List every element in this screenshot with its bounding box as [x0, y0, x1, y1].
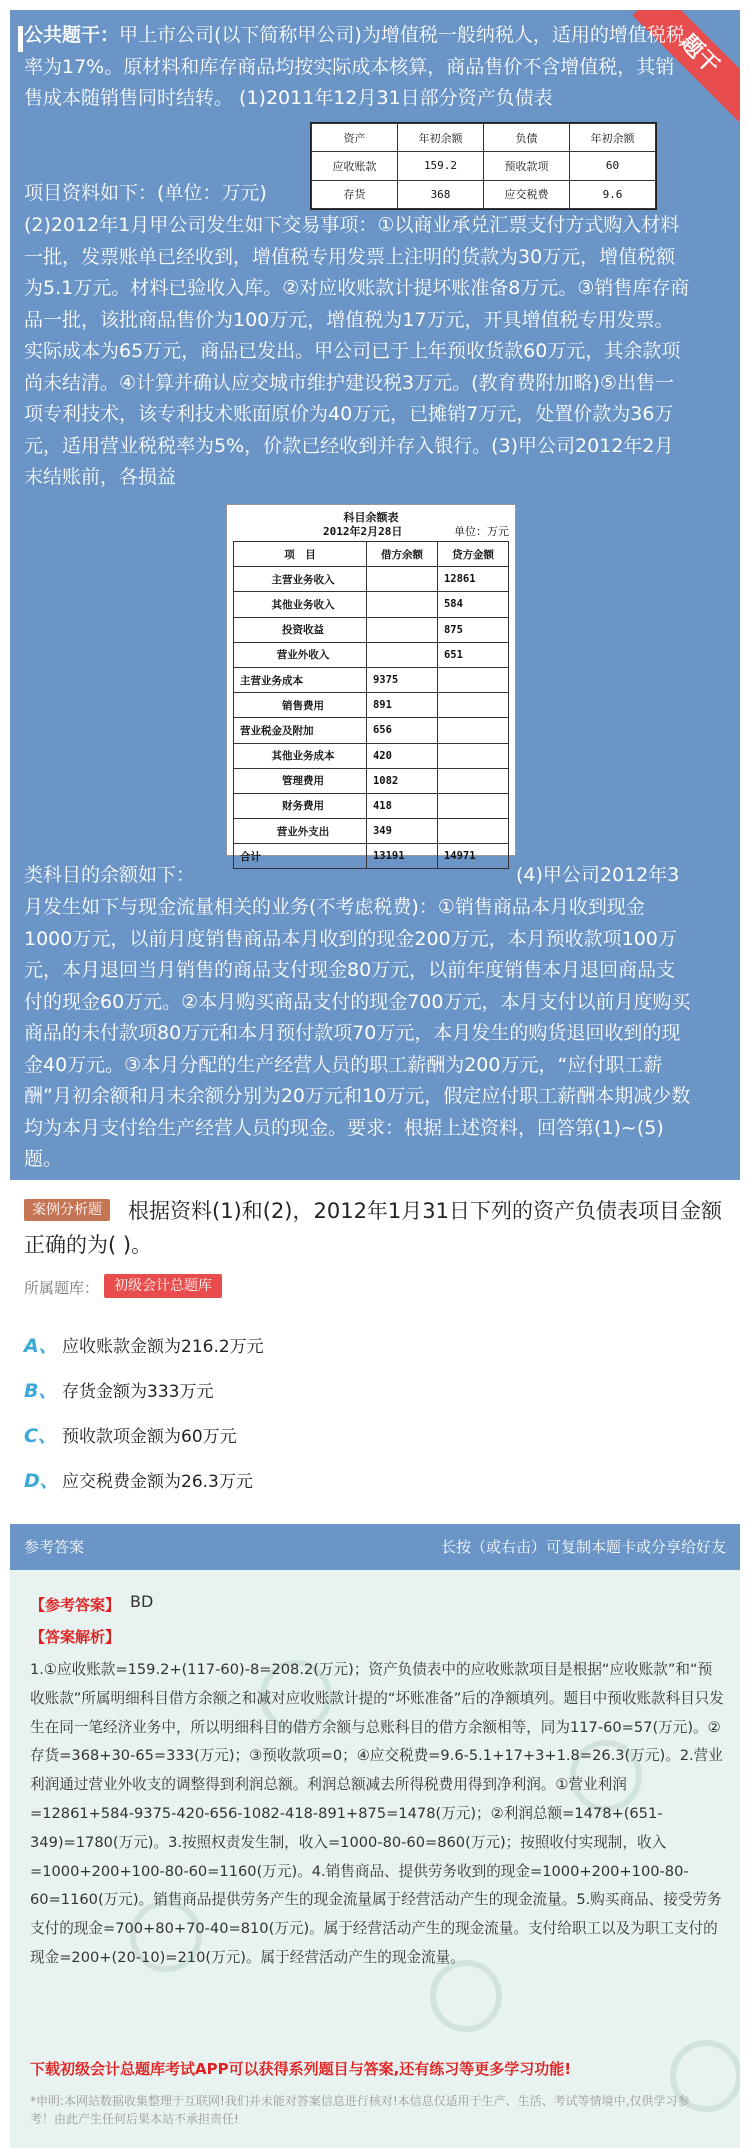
download-app-promo[interactable]: 下载初级会计总题库考试APP可以获得系列题目与答案,还有练习等更多学习功能! [30, 2060, 572, 2078]
library-label: 所属题库： [24, 1279, 100, 1297]
account-table-row: 销售费用 891 [234, 693, 509, 718]
stem-panel [10, 10, 740, 1180]
account-table-row: 营业税金及附加 656 [234, 718, 509, 743]
stem-para-2: 项目资料如下：(单位：万元) [24, 182, 267, 204]
question-type-badge: 案例分析题 [24, 1199, 110, 1221]
disclaimer-text: *申明:本网站数据收集整理于互联网!我们并未能对答案信息进行核对!本信息仅适用于生产、生活、考试等情境中,仅供学习参考！由此产生任何后果本站不承担责任! [30, 2094, 690, 2126]
option-d[interactable]: D、 应交税费金额为26.3万元 [24, 1470, 253, 1492]
option-b[interactable]: B、 存货金额为333万元 [24, 1380, 214, 1402]
account-table-row: 合计 13191 14971 [234, 844, 509, 869]
stem-para-1: 公共题干：甲上市公司(以下简称甲公司)为增值税一般纳税人，适用的增值税税率为17%。原材料和库存商品均按实际成本核算，商品售价不含增值税，其销售成本随销售同时结转。 (1)2011年12月31日部分资产负债表 [24, 24, 685, 109]
stem-para-5: 月发生如下与现金流量相关的业务(不考虑税费)：①销售商品本月收到现金1000万元，以前月度销售商品本月收到的现金200万元，本月预收款项100万元，本月退回当月销售的商品支付现金80万元，以前年度销售本月退回商品支付的现金60万元。②本月购买商品支付的现金700万元，本月支付以前月度购买商品的未付款项80万元和本月预付款项70万元，本月发生的购货退回收到的现金40万元。③本月分配的生产经营人员的职工薪酬为200万元，“应付职工薪酬”月初余额和月末余额分别为20万元和10万元，假定应付职工薪酬本期减少数均为本月支付给生产经营人员的现金。要求：根据上述资料，回答第(1)~(5)题。 [24, 896, 691, 1170]
stem-label: 公共题干： [24, 24, 120, 46]
account-table-row: 营业外收入 651 [234, 642, 509, 667]
explanation-text: 1.①应收账款=159.2+(117-60)-8=208.2(万元)；资产负债表中的应收账款项目是根据“应收账款”和“预收账款”所属明细科目借方余额之和减对应收账款计提的“坏账准备”后的净额填列。题目中预收账款科目只发生在同一笔经济业务中，所以明细科目的借方余额与总账科目的借方余额相等，同为117-60=57(万元)。②存货=368+30-65=333(万元)；③预收款项=0；④应交税费=9.6-5.1+17+3+1.8=26.3(万元)。2.营业利润通过营业外收支的调整得到利润总额。利润总额减去所得税费用得到净利润。①营业利润=12861+584-9375-420-656-1082-418-891+875=1478(万元)；②利润总额=1478+(651-349)=1780(万元)。3.按照权责发生制，收入=1000-80-60=860(万元)；按照收付实现制，收入=1000+200+100-80-60=1160(万元)。4.销售商品、提供劳务收到的现金=1000+200+100-80-60=1160(万元)。销售商品提供劳务产生的现金流量属于经营活动产生的现金流量。5.购买商品、接受劳务支付的现金=700+80+70-40=810(万元)。属于经营活动产生的现金流量。支付给职工以及为职工支付的现金=200+(20-10)=210(万元)。属于经营活动产生的现金流量。 [30, 1661, 724, 1966]
account-table-row: 其他业务收入 584 [234, 592, 509, 617]
stem-para-3: (2)2012年1月甲公司发生如下交易事项：①以商业承兑汇票支付方式购入材料一批，发票账单已经收到，增值税专用发票上注明的货款为30万元，增值税额为5.1万元。材料已验收入库。②对应收账款计提坏账准备8万元。③销售库存商品一批，该批商品售价为100万元，增值税为17万元，开具增值税专用发票。实际成本为65万元，商品已发出。甲公司已于上年预收货款60万元，其余款项尚未结清。④计算并确认应交城市维护建设税3万元。(教育费附加略)⑤出售一项专利技术，该专利技术账面原价为40万元，已摊销7万元，处置价款为36万元，适用营业税税率为5%，价款已经收到并存入银行。(3)甲公司2012年2月末结账前，各损益 [24, 214, 690, 488]
corner-badge-label: 题干 [633, 10, 740, 121]
library-tag[interactable]: 初级会计总题库 [104, 1274, 222, 1298]
answer-header [10, 1524, 740, 1570]
account-table-row: 营业外支出 349 [234, 819, 509, 844]
balance-sheet-table: 资产 年初余额 负债 年初余额 应收账款 159.2 预收款项 60 存货 368 应交税费 9.6 [310, 122, 657, 210]
account-table-date: 2012年2月28日 [323, 525, 403, 538]
share-hint[interactable]: 长按（或右击）可复制本题卡或分享给好友 [440, 1538, 726, 1556]
stem-para-4b: (4)甲公司2012年3 [516, 864, 680, 886]
stem-para-4a: 类科目的余额如下： [24, 864, 196, 886]
account-table-row: 主营业务成本 9375 [234, 667, 509, 692]
account-table-unit: 单位：万元 [454, 525, 509, 538]
option-a[interactable]: A、 应收账款金额为216.2万元 [24, 1335, 264, 1357]
account-table-row: 财务费用 418 [234, 793, 509, 818]
account-table-row: 主营业务收入 12861 [234, 567, 509, 592]
account-table-row: 投资收益 875 [234, 617, 509, 642]
explanation-label: 【答案解析】 [30, 1628, 121, 1646]
account-table-title: 科目余额表 [343, 511, 399, 524]
option-c[interactable]: C、 预收款项金额为60万元 [24, 1425, 237, 1447]
answer-header-title: 参考答案 [24, 1538, 85, 1556]
account-table-row: 其他业务成本 420 [234, 743, 509, 768]
reference-answer-label: 【参考答案】 [30, 1596, 121, 1614]
account-table-row: 管理费用 1082 [234, 768, 509, 793]
question-text: 根据资料(1)和(2)，2012年1月31日下列的资产负债表项目金额正确的为( )。 [24, 1199, 723, 1257]
answer-panel [10, 1570, 740, 2148]
account-balance-table: 科目余额表 2012年2月28日 单位：万元 项 目 借方余额 贷方金额 主营业务收入 12861 其他业务收入 584 投资收益 875 营业外收入 651 主营业务成本 9375 销售费用 891 营业税金及附加 656 其他业务成本 420 管理费用 1082 财务费用 418 营业外支出 349 合计 13191 14971 [226, 504, 516, 856]
reference-answer-value: BD [130, 1592, 154, 1611]
stem-accent-bar [18, 26, 23, 52]
